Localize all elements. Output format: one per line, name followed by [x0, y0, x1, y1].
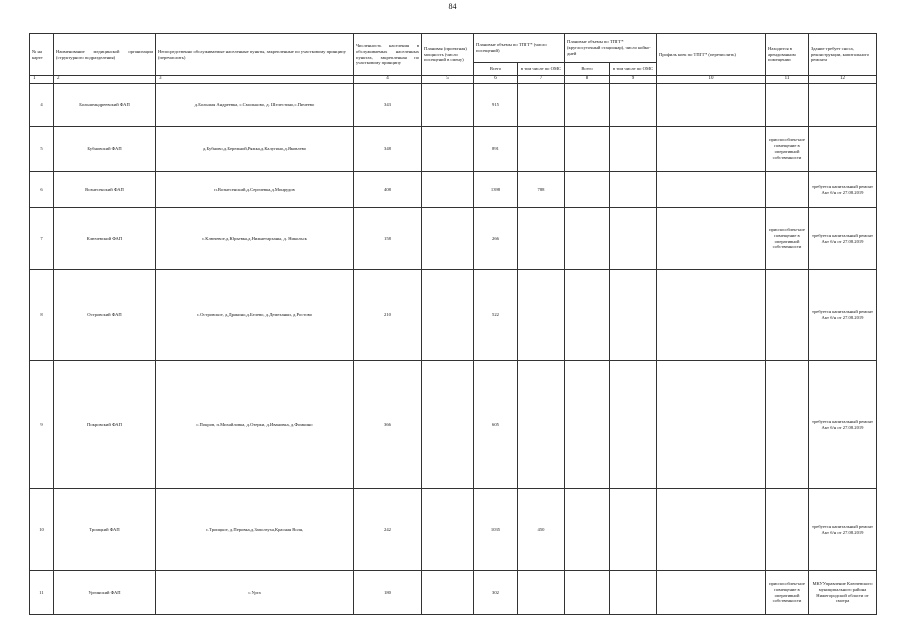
served-places-cell: с.Островское, д.Дракино,д.Белево, д.Демеханки, д.Ростово: [156, 270, 354, 361]
organization-cell: Вознесенский ФАП: [54, 172, 156, 208]
header-planned-visits: Плановые объемы по ТПГГ* (число посещений): [474, 34, 565, 63]
visits-total-cell: 1035: [474, 489, 518, 571]
visits-oms-cell: [518, 127, 565, 172]
repair-cell: требуется капитальный ремонт Акт б/н от 27.08.2019: [809, 208, 877, 270]
rented-cell: приспособлен-ное помещение в оперативной собственности: [766, 571, 809, 615]
beds-oms-cell: [610, 270, 657, 361]
column-number: 3: [156, 76, 354, 84]
visits-total-cell: 891: [474, 127, 518, 172]
beds-oms-cell: [610, 361, 657, 489]
population-cell: 210: [354, 270, 422, 361]
column-number-row: [30, 76, 877, 84]
map-number-cell: 8: [30, 270, 54, 361]
population-cell: 180: [354, 571, 422, 615]
visits-oms-cell: [518, 571, 565, 615]
table-row: [30, 84, 877, 127]
beds-total-cell: [565, 270, 610, 361]
bed-profile-cell: [657, 270, 766, 361]
repair-cell: [809, 127, 877, 172]
visits-oms-cell: [518, 208, 565, 270]
table-row: [30, 489, 877, 571]
rented-cell: [766, 489, 809, 571]
beds-total-cell: [565, 489, 610, 571]
capacity-cell: [422, 208, 474, 270]
served-places-cell: д.Большая Андреевка, с.Смольково, д. Шелестино,с.Пичеево: [156, 84, 354, 127]
visits-oms-cell: 788: [518, 172, 565, 208]
visits-oms-cell: [518, 361, 565, 489]
beds-total-cell: [565, 361, 610, 489]
bed-profile-cell: [657, 172, 766, 208]
header-visits-total: Всего: [474, 63, 518, 76]
column-number: 10: [657, 76, 766, 84]
rented-cell: [766, 84, 809, 127]
table-row: [30, 571, 877, 615]
rented-cell: [766, 172, 809, 208]
header-organization: Наименование медицинской организации (структурного подразделения): [54, 34, 156, 76]
bed-profile-cell: [657, 208, 766, 270]
served-places-cell: с.Ключевое,д.Юрьевка,д.Нижнетарханы, д. Никольск: [156, 208, 354, 270]
page-number: 84: [448, 2, 457, 11]
column-number: 5: [422, 76, 474, 84]
visits-total-cell: 605: [474, 361, 518, 489]
organization-cell: Троицкий ФАП: [54, 489, 156, 571]
repair-cell: МКУУправление Ключевского муниципального района Нижегородской области от смотра: [809, 571, 877, 615]
header-planned-bed-days: Плановые объемы по ТПГГ* (круглосуточный стационар), число койко-дней: [565, 34, 657, 63]
capacity-cell: [422, 84, 474, 127]
repair-cell: требуется капитальный ремонт Акт б/н от 27.08.2019: [809, 489, 877, 571]
visits-oms-cell: [518, 270, 565, 361]
header-repair: Здание требует сноса, реконструкции, капитального ремонта: [809, 34, 877, 76]
column-number: 11: [766, 76, 809, 84]
population-cell: 408: [354, 172, 422, 208]
organization-cell: Бубновский ФАП: [54, 127, 156, 172]
column-number: 12: [809, 76, 877, 84]
table-row: [30, 270, 877, 361]
bed-profile-cell: [657, 84, 766, 127]
column-number: 4: [354, 76, 422, 84]
header-population: Численность населения в обслуживаемых населенных пунктах, закрепленная по участковому принципу: [354, 34, 422, 76]
rented-cell: [766, 270, 809, 361]
visits-total-cell: 1398: [474, 172, 518, 208]
beds-oms-cell: [610, 208, 657, 270]
bed-profile-cell: [657, 489, 766, 571]
beds-total-cell: [565, 571, 610, 615]
visits-oms-cell: 450: [518, 489, 565, 571]
bed-profile-cell: [657, 571, 766, 615]
rented-cell: приспособлен-ное помещение в оперативной собственности: [766, 208, 809, 270]
organization-cell: Островский ФАП: [54, 270, 156, 361]
capacity-cell: [422, 127, 474, 172]
beds-total-cell: [565, 127, 610, 172]
beds-total-cell: [565, 84, 610, 127]
beds-oms-cell: [610, 127, 657, 172]
column-number: 9: [610, 76, 657, 84]
served-places-cell: с.Троицкое, д.Перовка,д.Заползуха,Красная Воля,: [156, 489, 354, 571]
header-beds-oms: в том числе по ОМС: [610, 63, 657, 76]
served-places-cell: д.Бубново,д.Бережной,Ряжка,д.Калугино,д.Яковлево: [156, 127, 354, 172]
organization-cell: Ключевский ФАП: [54, 208, 156, 270]
map-number-cell: 4: [30, 84, 54, 127]
repair-cell: [809, 84, 877, 127]
map-number-cell: 7: [30, 208, 54, 270]
capacity-cell: [422, 489, 474, 571]
beds-oms-cell: [610, 172, 657, 208]
column-number: 2: [54, 76, 156, 84]
beds-oms-cell: [610, 489, 657, 571]
table-row: [30, 361, 877, 489]
organization-cell: Покровский ФАП: [54, 361, 156, 489]
header-beds-total: Всего: [565, 63, 610, 76]
facilities-table: [29, 33, 877, 615]
rented-cell: приспособлен-ное помещение в оперативной собственности: [766, 127, 809, 172]
capacity-cell: [422, 361, 474, 489]
header-visits-oms: в том числе по ОМС: [518, 63, 565, 76]
beds-oms-cell: [610, 571, 657, 615]
bed-profile-cell: [657, 361, 766, 489]
visits-total-cell: 522: [474, 270, 518, 361]
served-places-cell: с.Урга: [156, 571, 354, 615]
visits-total-cell: 266: [474, 208, 518, 270]
beds-total-cell: [565, 208, 610, 270]
capacity-cell: [422, 270, 474, 361]
beds-oms-cell: [610, 84, 657, 127]
visits-total-cell: 302: [474, 571, 518, 615]
header-rented: Находится в арендованном помещении: [766, 34, 809, 76]
served-places-cell: с.Покров, п.Михайловка, д.Озерки, д.Ивановка, д.Фомкино: [156, 361, 354, 489]
repair-cell: требуется капитальный ремонт Акт б/н от 27.08.2019: [809, 270, 877, 361]
bed-profile-cell: [657, 127, 766, 172]
header-bed-profile: Профиль коек по ТПГГ* (перечислить): [657, 34, 766, 76]
beds-total-cell: [565, 172, 610, 208]
column-number: 8: [565, 76, 610, 84]
map-number-cell: 6: [30, 172, 54, 208]
population-cell: 343: [354, 84, 422, 127]
column-number: 7: [518, 76, 565, 84]
visits-total-cell: 915: [474, 84, 518, 127]
visits-oms-cell: [518, 84, 565, 127]
header-map-number: № на карте: [30, 34, 54, 76]
map-number-cell: 10: [30, 489, 54, 571]
organization-cell: Большеандреевский ФАП: [54, 84, 156, 127]
organization-cell: Ургинский ФАП: [54, 571, 156, 615]
population-cell: 366: [354, 361, 422, 489]
table-row: [30, 127, 877, 172]
rented-cell: [766, 361, 809, 489]
repair-cell: требуется капитальный ремонт Акт б/н от 27.08.2019: [809, 172, 877, 208]
table-row: [30, 208, 877, 270]
capacity-cell: [422, 571, 474, 615]
map-number-cell: 11: [30, 571, 54, 615]
header-served-places: Непосредственно обслуживаемые населенные пункты, закрепленные по участковому принципу (перечислить): [156, 34, 354, 76]
served-places-cell: п.Вознесенский,д.Сергиевка,д.Монрудов: [156, 172, 354, 208]
population-cell: 242: [354, 489, 422, 571]
column-number: 1: [30, 76, 54, 84]
repair-cell: требуется капитальный ремонт Акт б/н от 27.08.2019: [809, 361, 877, 489]
table-row: [30, 172, 877, 208]
column-number: 6: [474, 76, 518, 84]
population-cell: 158: [354, 208, 422, 270]
header-capacity: Плановая (проектная) мощность (число посещений в смену): [422, 34, 474, 76]
capacity-cell: [422, 172, 474, 208]
population-cell: 348: [354, 127, 422, 172]
map-number-cell: 9: [30, 361, 54, 489]
map-number-cell: 5: [30, 127, 54, 172]
